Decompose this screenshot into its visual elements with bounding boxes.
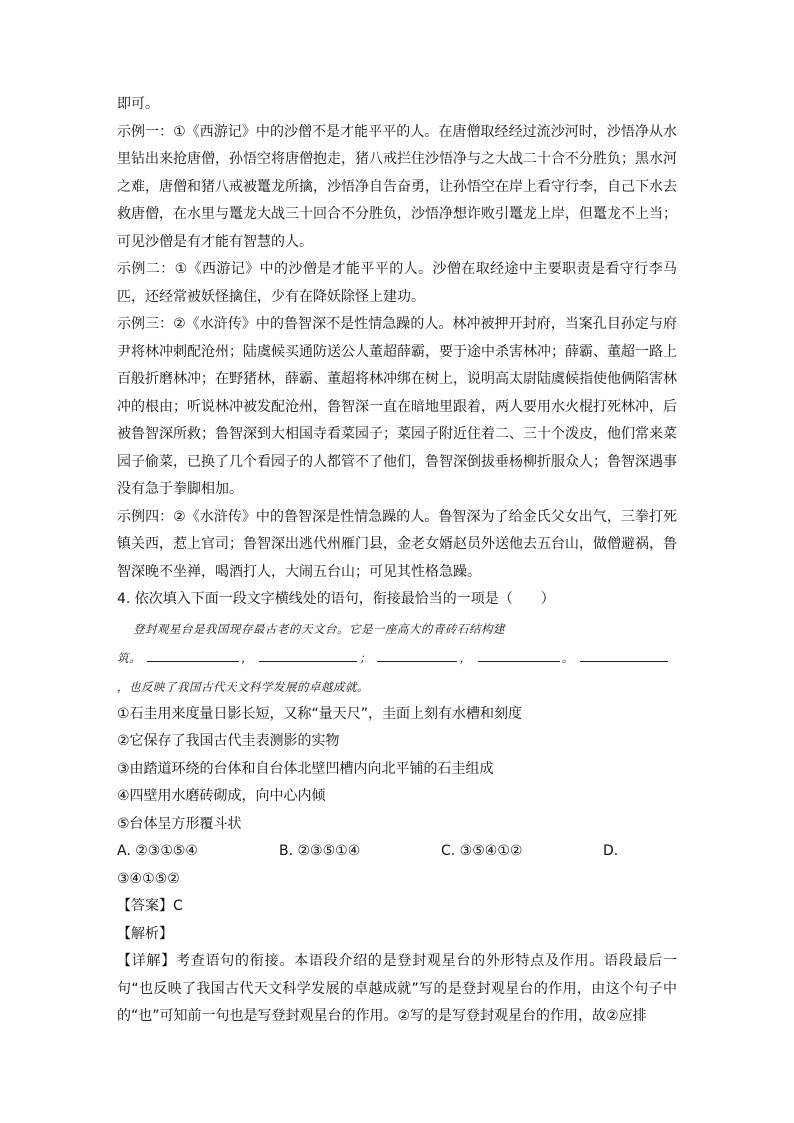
passage-start: 登封观星台是我国现存最古老的天文台。它是一座高大的青砖石结构建 bbox=[133, 621, 505, 636]
separator-2: ； bbox=[359, 650, 372, 665]
document-content bbox=[117, 91, 677, 1031]
fill-blank-2 bbox=[259, 647, 357, 662]
separator-1: ， bbox=[241, 650, 254, 665]
fill-blank-3 bbox=[377, 647, 457, 662]
answer-label: 【答案】 bbox=[117, 898, 173, 914]
detail-paragraph bbox=[117, 948, 677, 1031]
separator-3: ， bbox=[459, 650, 472, 665]
option-d-value: ③④①⑤② bbox=[117, 870, 180, 887]
item-4: ④四壁用水磨砖砌成，向中心内倾 bbox=[117, 788, 326, 804]
passage-line-3 bbox=[117, 674, 677, 701]
example-two: 示例二：①《西游记》中的沙僧是才能平平的人。沙僧在取经途中主要职责是看守行李马匹，还经常被妖怪擒住，少有在降妖除怪上建功。 bbox=[117, 261, 677, 305]
passage-line-2 bbox=[117, 645, 677, 672]
fill-blank-4 bbox=[478, 647, 560, 662]
paragraph-continuation: 即可。 bbox=[117, 96, 159, 112]
item-2: ②它保存了我国古代圭表测影的实物 bbox=[117, 733, 340, 749]
separator-4: 。 bbox=[561, 650, 574, 665]
answer-value: C bbox=[173, 898, 183, 914]
option-a: A. ②③①⑤④ bbox=[117, 843, 198, 859]
item-5: ⑤台体呈方形覆斗状 bbox=[117, 815, 242, 832]
example-one: 示例一：①《西游记》中的沙僧不是才能平平的人。在唐僧取经经过流沙河时，沙悟净从水里钻出来抢唐僧，孙悟空将唐僧抱走，猪八戒拦住沙悟净与之大战二十合不分胜负；黑水河之难，唐僧和猪八戒被鼍龙所擒，沙悟净自告奋勇，让孙悟空在岸上看守行李，自己下水去救唐僧，在水里与鼍龙大战三十回合不分胜负，沙悟净想诈败引鼍龙上岸，但鼍龙不上当；可见沙僧是有才能有智慧的人。 bbox=[117, 123, 677, 250]
analysis-label: 【解析】 bbox=[117, 925, 173, 942]
passage-line-1 bbox=[117, 616, 677, 643]
detail-label: 【详解】 bbox=[117, 953, 177, 969]
item-3: ③由踏道环绕的台体和自台体北壁凹槽内向北平铺的石圭组成 bbox=[117, 760, 494, 777]
example-four: 示例四：②《水浒传》中的鲁智深是性情急躁的人。鲁智深为了给金氏父女出气，三拳打死镇关西，惹上官司；鲁智深出逃代州雁门县，金老女婿赵员外送他去五台山，做僧避祸，鲁智深晚不坐禅，喝酒打人，大闹五台山；可见其性格急躁。 bbox=[117, 508, 677, 580]
options-row bbox=[117, 838, 677, 866]
answer-line bbox=[117, 893, 677, 921]
passage-mid: 筑。 bbox=[117, 650, 141, 665]
option-b: B. ②③⑤①④ bbox=[279, 843, 361, 859]
option-d-label: D. bbox=[603, 843, 619, 859]
option-c: C. ③⑤④①② bbox=[441, 843, 523, 859]
example-three: 示例三：②《水浒传》中的鲁智深不是性情急躁的人。林冲被押开封府，当案孔目孙定与府尹将林冲刺配沧州；陆虞候买通防送公人董超薛霸，要于途中杀害林冲；薛霸、董超一路上百般折磨林冲；在野猪林，薛霸、董超将林冲绑在树上，说明高太尉陆虞候指使他俩陷害林冲的根由；听说林冲被发配沧州，鲁智深一直在暗地里跟着，两人要用水火棍打死林冲，后被鲁智深所救；鲁智深到大相国寺看菜园子；菜园子附近住着二、三十个泼皮，他们常来菜园子偷菜，已换了几个看园子的人都管不了他们，鲁智深倒拔垂杨柳折服众人；鲁智深遇事没有急于拳脚相加。 bbox=[117, 316, 677, 497]
fill-blank-1 bbox=[147, 647, 239, 662]
detail-text: 考查语句的衔接。本语段介绍的是登封观星台的外形特点及作用。语段最后一句“也反映了我国古代天文科学发展的卓越成就”写的是登封观星台的作用，由这个句子中的“也”可知前一句也是写登封观星台的作用。②写的是写登封观星台的作用，故②应排 bbox=[117, 953, 678, 1024]
item-1: ①石圭用来度量日影长短，又称“量天尺”，圭面上刻有水槽和刻度 bbox=[117, 705, 523, 722]
passage-end: ，也反映了我国古代天文科学发展的卓越成就。 bbox=[117, 679, 369, 694]
fill-blank-5 bbox=[580, 647, 668, 662]
question-stem: 4. 依次填入下面一段文字横线处的语句，衔接最恰当的一项是（ ） bbox=[117, 591, 555, 607]
